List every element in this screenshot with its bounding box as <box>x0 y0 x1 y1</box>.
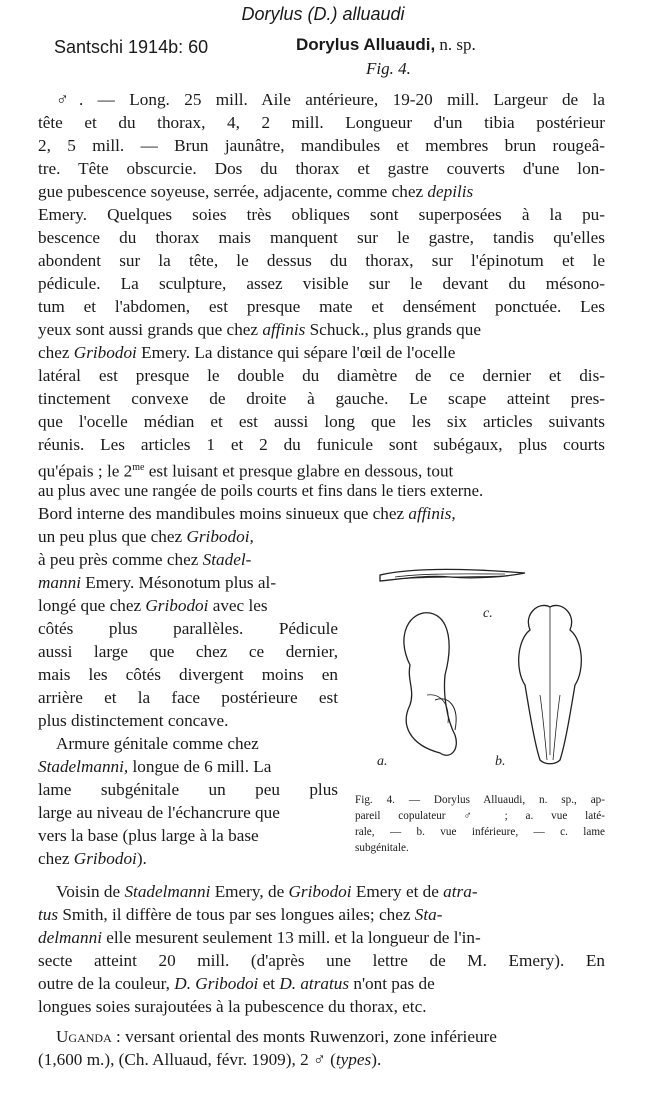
genitalia-figure <box>355 555 610 785</box>
text-line: un peu plus que chez Gribodoi, <box>38 527 254 546</box>
text-line: (1,600 m.), (Ch. Alluaud, févr. 1909), 2 ♂ (types). <box>38 1050 382 1069</box>
text-line: longé que chez Gribodoi avec les <box>38 596 268 615</box>
text-line: mais les côtés divergent moins en <box>38 665 338 684</box>
text-line: Armure génitale comme chez <box>56 734 259 753</box>
text-line: secte atteint 20 mill. (d'après une lettre de M. Emery). En <box>38 951 605 970</box>
text-line: tinctement convexe de droite à gauche. Le scape atteint pres- <box>38 389 605 408</box>
text-line: gue pubescence soyeuse, serrée, adjacente, comme chez depilis <box>38 182 474 201</box>
text-line: large au niveau de l'échancrure que <box>38 803 280 822</box>
text-line: Uganda : versant oriental des monts Ruwenzori, zone inférieure <box>56 1027 497 1046</box>
text-line: abondent sur la tête, le dessus du thorax, sur l'épinotum et le <box>38 251 605 270</box>
text-line: vers la base (plus large à la base <box>38 826 259 845</box>
text-line: longues soies surajoutées à la pubescence du thorax, etc. <box>38 997 427 1016</box>
text-line: manni Emery. Mésonotum plus al- <box>38 573 277 592</box>
text-line: côtés plus parallèles. Pédicule <box>38 619 338 638</box>
text-line: tre. Tête obscurcie. Dos du thorax et gastre couverts d'une lon- <box>38 159 605 178</box>
text-line: arrière et la face postérieure est <box>38 688 338 707</box>
text-line: tum et l'abdomen, est presque mate et densément ponctuée. Les <box>38 297 605 316</box>
text-line: à peu près comme chez Stadel- <box>38 550 252 569</box>
species-title-status: n. sp. <box>439 35 476 54</box>
figure-reference: Fig. 4. <box>366 59 411 78</box>
text-line: qu'épais ; le $2^{me}$ est luisant et presque glabre en dessous, tout <box>38 461 454 481</box>
text-line: chez Gribodoi Emery. La distance qui sépare l'œil de l'ocelle <box>38 343 456 362</box>
figure-label-c: c. <box>483 606 493 621</box>
text-line: Emery. Quelques soies très obliques sont superposées à la pu- <box>38 205 605 224</box>
text-line: ♂. — Long. 25 mill. Aile antérieure, 19-20 mill. Largeur de la <box>56 90 605 109</box>
text-line: que l'ocelle médian et est aussi long que les six articles suivants <box>38 412 605 431</box>
lateral-view-drawing <box>404 613 456 756</box>
text-line: aussi large que chez ce dernier, <box>38 642 338 661</box>
text-line: Stadelmanni, longue de 6 mill. La <box>38 757 272 776</box>
text-line: latéral est presque le double du diamètre de ce dernier et dis- <box>38 366 605 385</box>
text-line: 2, 5 mill. — Brun jaunâtre, mandibules et membres brun rougeâ- <box>38 136 605 155</box>
text-line: plus distinctement concave. <box>38 711 229 730</box>
text-line: tus Smith, il diffère de tous par ses longues ailes; chez Sta- <box>38 905 443 924</box>
text-line: tête et du thorax, 4, 2 mill. Longueur d'un tibia postérieur <box>38 113 605 132</box>
text-line: yeux sont aussi grands que chez affinis Schuck., plus grands que <box>38 320 481 339</box>
species-title-genus: Dorylus Alluaudi, <box>296 35 436 54</box>
figure-label-b: b. <box>495 754 506 769</box>
text-line: réunis. Les articles 1 et 2 du funicule sont subégaux, plus courts <box>38 435 605 454</box>
figure-caption: Fig. 4. — Dorylus Alluaudi, n. sp., ap- pareil copulateur ♂ ; a. vue laté- rale, — b. vue inférieure, — c. lame subgénitale. <box>355 794 605 854</box>
text-line: Voisin de Stadelmanni Emery, de Gribodoi Emery et de atra- <box>56 882 478 901</box>
text-line: pédicule. La sculpture, assez visible sur le devant du mésono- <box>38 274 605 293</box>
text-line: chez Gribodoi). <box>38 849 147 868</box>
text-line: Bord interne des mandibules moins sinueux que chez affinis, <box>38 504 456 523</box>
citation: Santschi 1914b: 60 <box>54 37 209 57</box>
species-title <box>296 35 476 55</box>
text-line: lame subgénitale un peu plus <box>38 780 338 799</box>
subgenital-plate-drawing <box>380 570 525 582</box>
text-line: bescence du thorax mais manquent sur le gastre, tandis qu'elles <box>38 228 605 247</box>
text-line: outre de la couleur, D. Gribodoi et D. atratus n'ont pas de <box>38 974 435 993</box>
running-title: Dorylus (D.) alluaudi <box>241 4 405 24</box>
text-line: delmanni elle mesurent seulement 13 mill. et la longueur de l'in- <box>38 928 481 947</box>
text-line: au plus avec une rangée de poils courts et fins dans le tiers externe. <box>38 481 484 500</box>
figure-label-a: a. <box>377 754 388 769</box>
